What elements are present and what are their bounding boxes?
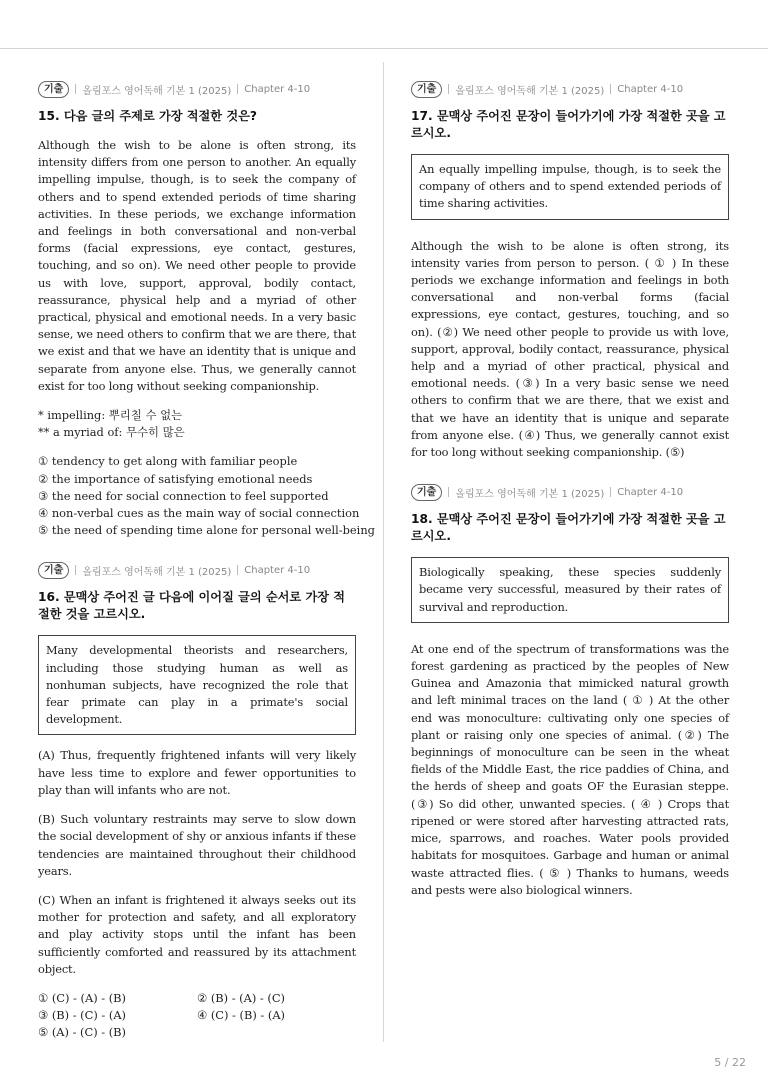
tag-separator (75, 84, 76, 94)
answer-option: ③ the need for social connection to feel supported (38, 488, 329, 503)
chapter-label: Chapter 4-10 (244, 83, 311, 95)
tag-separator (75, 565, 76, 575)
chapter-label: Chapter 4-10 (617, 486, 684, 498)
source-label: 올림포스 영어독해 기본 1 (2025) (82, 85, 232, 97)
passage: Although the wish to be alone is often strong, its intensity differs from one person to another. An equally impelling impulse, though, is to seek the company of others and to spend extended periods of time sharing activities. In these periods, we exchange information and feelings in both conversational and non-verbal forms (facial expressions, eye contact, gestures, touching, and so on). We need other people to provide us with love, support, approval, bodily contact, reassurance, physical help and a myriad of other practical, physical and emotional needs. In a very basic sense, we need others to confirm that we are there, that we exist and that we have an identity that is unique and separate from anyone else. Thus, we generally cannot exist for too long without seeking companionship. (38, 138, 356, 393)
given-text-box: Biologically speaking, these species suddenly became very successful, measured by their rates of survival and reproduction. (411, 557, 729, 623)
source-label: 올림포스 영어독해 기본 1 (2025) (455, 85, 605, 97)
column-divider (383, 62, 384, 1042)
exam-badge: 기출 (38, 81, 69, 98)
tag-separator (610, 487, 611, 497)
source-label: 올림포스 영어독해 기본 1 (2025) (82, 566, 232, 578)
source-tag (38, 80, 356, 98)
given-text-box: An equally impelling impulse, though, is to seek the company of others and to spend extended periods of time sharing activities. (411, 154, 729, 220)
answer-option: ③ (B) - (C) - (A) (38, 1008, 126, 1023)
tag-separator (448, 487, 449, 497)
tag-separator (448, 84, 449, 94)
left-column (38, 80, 375, 1042)
passage: At one end of the spectrum of transformations was the forest gardening as practiced by the peoples of New Guinea and Amazonia that mimicked natural growth and left minimal traces on the land ( ① ) At the other end was monoculture: cultivating only one species of plant or raising only one species of animal. (②) The beginnings of monoculture can be seen in the wheat fields of the Middle East, the rice paddies of China, and the herds of sheep and goats OF the Eurasian steppe. (③) So did other, unwanted species. ( ④ ) Crops that ripened or were stored after harvesting attracted rats, mice, sparrows, and roaches. Water pools provided habitats for mosquitoes. Garbage and human or animal waste attracted flies. ( ⑤ ) Thanks to humans, weeds and pests were also biological winners. (411, 641, 729, 897)
right-column (411, 80, 729, 899)
answer-option: ④ (C) - (B) - (A) (197, 1008, 285, 1023)
answer-option: ① (C) - (A) - (B) (38, 990, 126, 1005)
question-title: 16. 문맥상 주어진 글 다음에 이어질 글의 순서로 가장 적절한 것을 고르시오. (38, 590, 346, 622)
tag-separator (610, 84, 611, 94)
footnotes (38, 407, 356, 441)
tag-separator (237, 565, 238, 575)
footnote: ** a myriad of: 무수히 많은 (38, 425, 185, 440)
answer-option: ⑤ the need of spending time alone for personal well-being (38, 523, 375, 538)
paragraph-c: (C) When an infant is frightened it always seeks out its mother for protection and safety, and all exploratory and play activity stops until the infant has been sufficiently comforted and reassured by its attachment object. (38, 892, 356, 976)
answer-option: ② the importance of satisfying emotional needs (38, 471, 313, 486)
source-tag (38, 561, 356, 579)
answer-option: ② (B) - (A) - (C) (197, 990, 285, 1005)
question-title: 18. 문맥상 주어진 문장이 들어가기에 가장 적절한 곳을 고르시오. (411, 512, 726, 544)
answer-option: ④ non-verbal cues as the main way of social connection (38, 506, 360, 521)
question-title: 15. 다음 글의 주제로 가장 적절한 것은? (38, 109, 257, 123)
exam-badge: 기출 (411, 81, 442, 98)
answer-options (38, 453, 375, 539)
exam-badge: 기출 (38, 562, 69, 579)
passage: Although the wish to be alone is often strong, its intensity varies from person to person. ( ① ) In these periods we exchange information and feelings in both conversational and non-verbal forms (facial expressions, eye contact, gestures, touching, and so on). (②) We need other people to provide us with love, support, approval, bodily contact, reassurance, physical help and a myriad of other practical, physical and emotional needs. (③) In a very basic sense we need others to confirm that we are there, that we exist and that we have an identity that is unique and separate from anyone else. (④) Thus, we generally cannot exist for too long without seeking companionship. (⑤) (411, 238, 729, 460)
source-tag (411, 80, 729, 98)
paragraph-a: (A) Thus, frequently frightened infants will very likely have less time to explore and fewer opportunities to play than will infants who are not. (38, 748, 356, 797)
question-15 (38, 80, 375, 539)
footnote: * impelling: 뿌리칠 수 없는 (38, 408, 183, 423)
question-16 (38, 561, 356, 1041)
answer-option: ⑤ (A) - (C) - (B) (38, 1025, 126, 1040)
given-text-box: Many developmental theorists and researchers, including those studying human as well as nonhuman subjects, have recognized the role that fear primate can play in a primate's social development. (38, 635, 356, 735)
paragraph-b: (B) Such voluntary restraints may serve to slow down the social development of shy or anxious infants if these tendencies are maintained throughout their childhood years. (38, 812, 356, 878)
answer-options (38, 990, 356, 1042)
header-rule (0, 48, 768, 49)
question-title: 17. 문맥상 주어진 문장이 들어가기에 가장 적절한 곳을 고르시오. (411, 109, 726, 140)
question-18 (411, 483, 729, 899)
source-label: 올림포스 영어독해 기본 1 (2025) (455, 488, 605, 500)
chapter-label: Chapter 4-10 (617, 83, 684, 95)
answer-option: ① tendency to get along with familiar people (38, 454, 298, 469)
source-tag (411, 483, 729, 501)
page-number: 5 / 22 (714, 1056, 746, 1069)
question-17 (411, 80, 729, 461)
chapter-label: Chapter 4-10 (244, 564, 311, 576)
tag-separator (237, 84, 238, 94)
exam-badge: 기출 (411, 484, 442, 501)
